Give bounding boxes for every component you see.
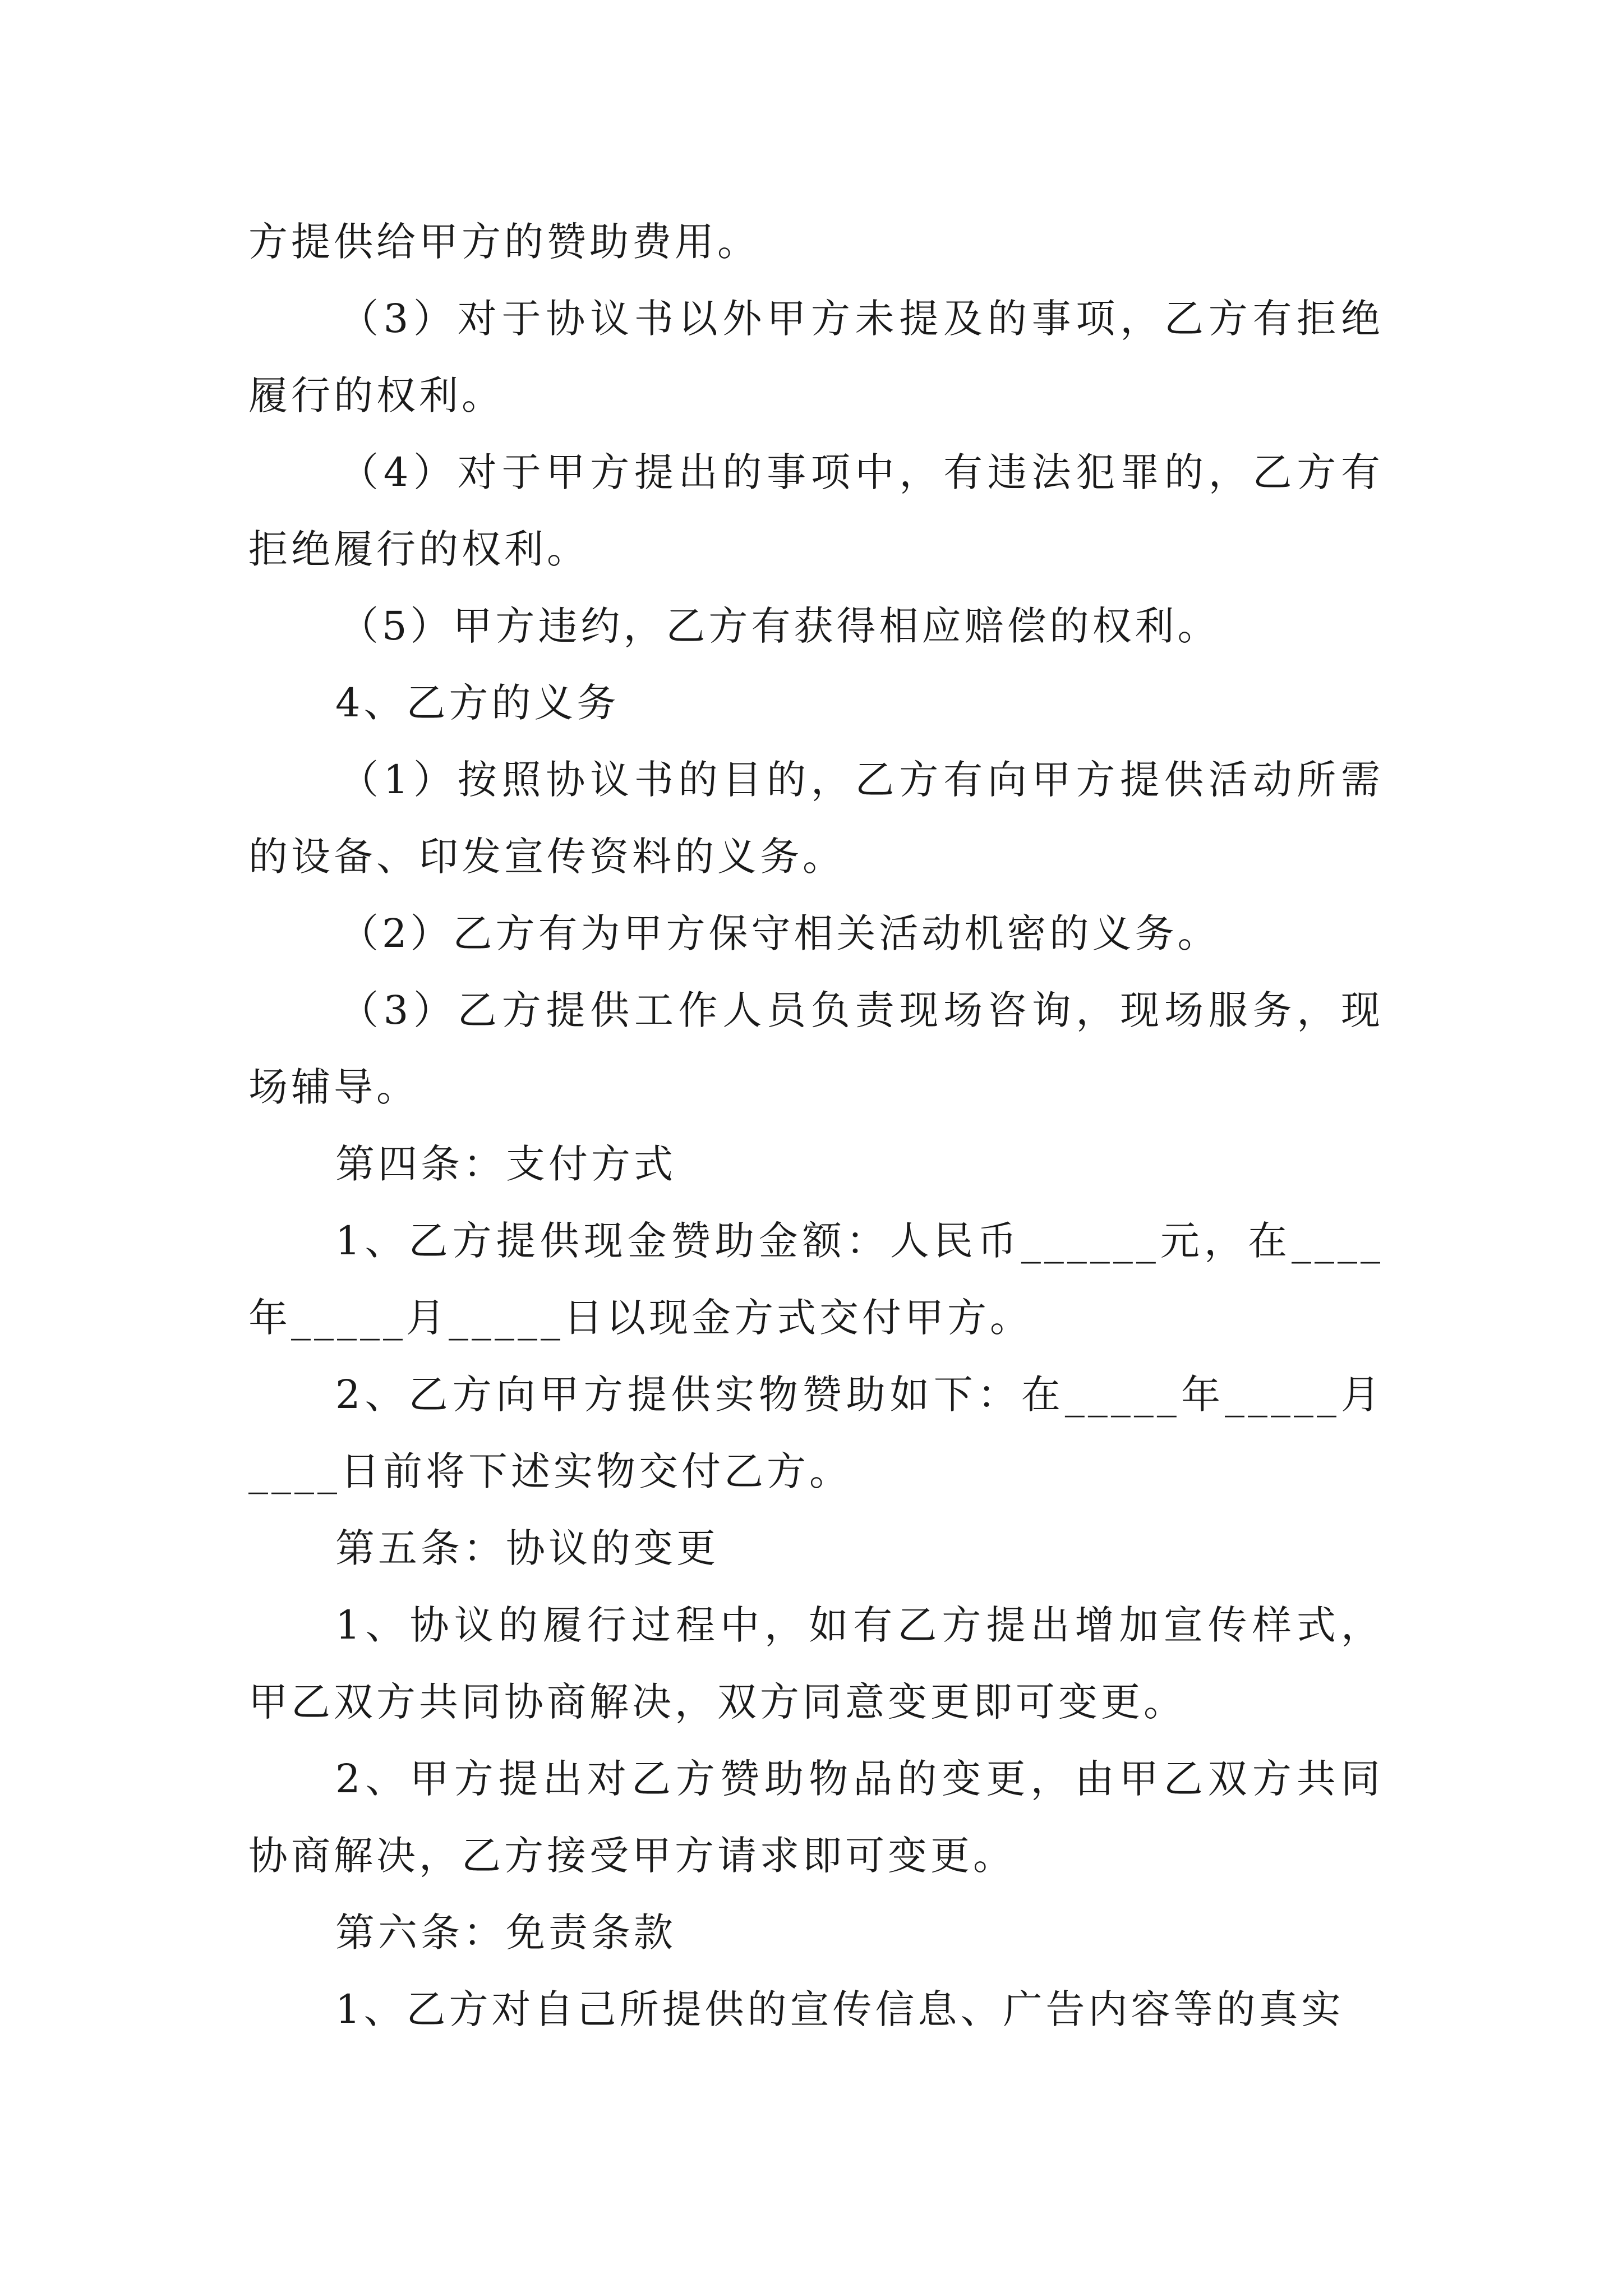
paragraph-7: （2）乙方有为甲方保守相关活动机密的义务。 <box>339 910 1220 956</box>
paragraph-10: 1、乙方提供现金赞助金额：人民币______元，在____年_____月_____日以现金方式交付甲方。 <box>248 1218 1384 1341</box>
paragraph-13: 1、协议的履行过程中，如有乙方提出增加宣传样式，甲乙双方共同协商解决，双方同意变更即可变更。 <box>248 1602 1384 1725</box>
paragraph-2: （3）对于协议书以外甲方未提及的事项，乙方有拒绝履行的权利。 <box>248 296 1384 418</box>
section-heading-party-b-obligations: 4、乙方的义务 <box>335 680 620 726</box>
paragraph-3: （4）对于甲方提出的事项中，有违法犯罪的，乙方有拒绝履行的权利。 <box>248 449 1384 572</box>
document-body <box>248 204 1384 2048</box>
article-heading-payment: 第四条：支付方式 <box>335 1141 676 1187</box>
paragraph-8: （3）乙方提供工作人员负责现场咨询，现场服务，现场辅导。 <box>248 987 1384 1110</box>
paragraph-1: 方提供给甲方的赞助费用。 <box>248 219 760 265</box>
article-heading-disclaimer: 第六条：免责条款 <box>335 1910 676 1955</box>
paragraph-14: 2、甲方提出对乙方赞助物品的变更，由甲乙双方共同协商解决，乙方接受甲方请求即可变更。 <box>248 1756 1384 1879</box>
paragraph-6: （1）按照协议书的目的，乙方有向甲方提供活动所需的设备、印发宣传资料的义务。 <box>248 757 1384 880</box>
paragraph-4: （5）甲方违约，乙方有获得相应赔偿的权利。 <box>339 603 1220 649</box>
article-heading-changes: 第五条：协议的变更 <box>335 1525 719 1571</box>
paragraph-11: 2、乙方向甲方提供实物赞助如下：在_____年_____月____日前将下述实物交付乙方。 <box>248 1372 1384 1494</box>
paragraph-16: 1、乙方对自己所提供的宣传信息、广告内容等的真实 <box>335 1986 1344 2032</box>
